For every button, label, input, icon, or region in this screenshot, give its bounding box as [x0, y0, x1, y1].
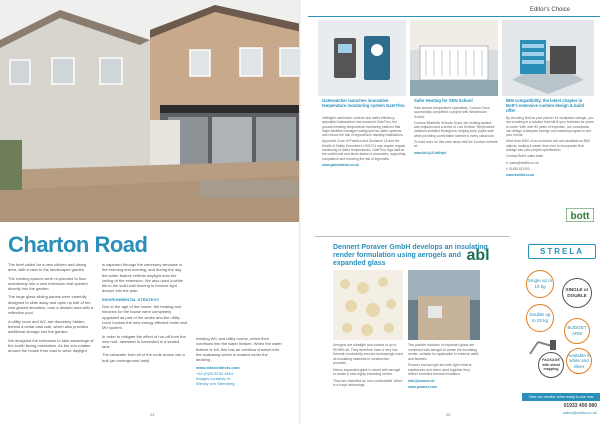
paragraph: is captured through the clerestory windows in the morning and evening, and during the day the water feature reflects daylight onto the ceiling of the extension. We also used a white tile to the solid wall flooring to bounce light deeper into the plan. — [102, 262, 183, 294]
image-credit-label: Images courtesy of: — [196, 376, 231, 382]
poraver-logo — [457, 244, 499, 264]
bott-bim-photo — [502, 20, 594, 96]
paragraph: To read more on this case study visit the Contour website at: — [414, 140, 498, 149]
article-headline: Charton Road — [8, 232, 148, 257]
monitor-arm-icon — [528, 336, 558, 356]
paragraph: Intelligent washroom controls and water efficiency specialist Gatewatcher has launched GateThru, the ground-breaking temperature monitoring platform that helps facilities managers safeguard hot water systems and reduce the risk of legionella in sanitary installations. — [322, 116, 404, 138]
gatewatcher-title: Gatewatcher launches innovative temperature monitoring system GateThru — [322, 98, 405, 109]
strela-advert — [522, 240, 600, 418]
colour-options-badge: Available in white and silver — [566, 348, 592, 374]
paragraph: In order to mitigate the effect of run-off from the new roof, rainwater is harvested in a sealed tank. — [102, 333, 186, 350]
poraver-website[interactable]: www.poraver.com — [408, 385, 437, 389]
page-number: 24 — [150, 412, 155, 417]
paragraph: Approved Code of Practice and Guidance L8 and the Health & Safety Executive's HSG274 now require regular monitoring of water temperatures. GateThru logs data at the outlet level and alerts teams to anomalies, supporting compliance and reducing the risk of legionella. — [322, 139, 406, 161]
image-credit-name: Wendy von Sternberg — [196, 381, 235, 387]
article-column-3 — [196, 336, 282, 387]
strela-phone: 01933 400 080 — [563, 403, 597, 409]
paragraph: Hence expanded glass is mixed with aerogel to create a new highly insulating render. — [333, 367, 401, 376]
subheading: ENVIRONMENTAL STRATEGY — [102, 296, 160, 302]
aerogel-granules-photo — [333, 270, 403, 340]
contour-radiator-photo — [410, 20, 498, 96]
strela-email[interactable]: sales@strela.co.uk — [563, 410, 597, 415]
paragraph: Safe surface temperature specialists, Contour, have successfully completed a project with Westbrooke School. — [414, 106, 490, 119]
paragraph: Contour Bluebells Schools Grant, the heating system was replaced and a series of Low Surface Temperature radiators installed throughout, helping keep pupils safe while providing comfortable warmth in every classroom. — [414, 120, 495, 138]
paragraph: A utility room and WC are discretely hidden behind a cedar-clad wall, which also provides additional storage into the garden. — [8, 318, 89, 335]
paragraph: The brief called for a new kitchen and dining area, with a view to the landscaped garden. — [8, 262, 87, 273]
paragraph: Contact Bott's sales team — [506, 154, 544, 159]
single-or-double-badge: SINGLE or DOUBLE — [562, 278, 592, 308]
section-divider — [315, 236, 510, 237]
render-application-photo — [408, 270, 480, 340]
contour-title: Safer Heating for SEN School — [414, 98, 473, 103]
article-column-2 — [102, 262, 188, 366]
paragraph: Two particle fractions of expanded glass are combined with aerogel to create the insulating render, suitable for application to external walls and facades. — [408, 343, 479, 361]
paragraph: The existing spaces were re-planned to flow seamlessly into a new extension that opened directly into the garden. — [8, 275, 88, 292]
gatewatcher-product-photo — [318, 20, 406, 96]
paragraph: We designed the extension to take advantage of the south facing orientation. As the sun rotates around the house from east to west, daylight — [8, 337, 94, 354]
strela-logo: STRELA — [528, 244, 596, 259]
dennert-column-1 — [333, 343, 403, 390]
paragraph: By choosing Bott as your partner for workplace storage, you are investing in a solution that will fit your business for years to come. With over 80 years of expertise, our consultants can design a bespoke storage and workshop layout to suit your needs. — [506, 116, 594, 138]
gatewatcher-link[interactable]: www.gatewatcher.co.uk — [322, 162, 360, 167]
article-column-1 — [8, 262, 94, 356]
architect-phone: +44 (0)20 8742 4691 — [196, 370, 234, 376]
paragraph: The large glass sliding panels were carefully designed to slide away and open up half of the rear glazed elevation, onto a decked area with a reflective pool. — [8, 294, 94, 316]
architect-website-link[interactable]: www.drlarchitects.com — [196, 365, 240, 371]
bott-link[interactable]: www.bottltd.co.uk — [506, 173, 535, 178]
paragraph: t: 01455 611000 — [506, 166, 530, 171]
paragraph: Due to the age of the house, the heating and electrics for the house were completely upgraded as part of the works and the utility room houses the new energy efficient boiler and MV system. — [102, 304, 188, 331]
double-capacity-badge: Double up to 20 kg — [526, 304, 554, 332]
package-badge: PACKAGE with stand mapping — [538, 352, 564, 378]
poraver-email[interactable]: info@poraver.de — [408, 378, 435, 383]
house-extension-photo — [0, 0, 300, 222]
contour-body — [414, 106, 498, 157]
section-rule — [308, 16, 600, 17]
paragraph: Poraver and aerogel are both light mineral substances and when used together they deliver excellent thermal insulation. — [408, 363, 472, 376]
budget-arm-badge: BUDGET ARM — [564, 318, 590, 344]
right-page — [300, 0, 600, 424]
section-header: Editor's Choice — [529, 7, 570, 13]
gatewatcher-body — [322, 116, 406, 169]
paragraph: More than 6000 of our products are now available as BIM objects, making it easier than ever to incorporate Bott storage into your project specification. — [506, 139, 590, 153]
svg-text:bott: bott — [570, 211, 590, 222]
paragraph: existing WC and utility rooms, which then overflows into the water feature. When the water feature is full, this has an overflow channel into the soakaway which is located under the decking. — [196, 336, 282, 363]
paragraph: They are classified as 'non-combustible' which is a major advantage. — [333, 378, 403, 387]
paragraph: e: sales@bottltd.co.uk — [506, 160, 539, 165]
svg-text:abl: abl — [466, 247, 490, 264]
single-capacity-badge: Single up to 10 kg — [526, 270, 554, 298]
bott-title: BIM compatibility, the latest chapter in Bott's extensive custom design & build offer — [506, 98, 585, 114]
paragraph: The rainwater from all of the roofs drains into a butt (an underground tank) — [102, 352, 185, 363]
strela-cta-banner[interactable]: View our monitor arms ready-to-use now — [522, 393, 600, 401]
dennert-column-2 — [408, 343, 480, 392]
bott-body — [506, 116, 594, 180]
dennert-title: Dennert Poraver GmbH develops an insulating render formulation using aerogels and expanded glass — [333, 244, 488, 267]
paragraph: Aerogels are ultralight and consist of up to 99.98% air. They therefore have a very low thermal conductivity and are increasingly used as insulating materials in construction products. — [333, 343, 403, 365]
contour-link[interactable]: www.bit.ly/2LbNHpd — [414, 150, 446, 155]
bott-logo — [566, 208, 594, 222]
page-number: 25 — [446, 412, 451, 417]
